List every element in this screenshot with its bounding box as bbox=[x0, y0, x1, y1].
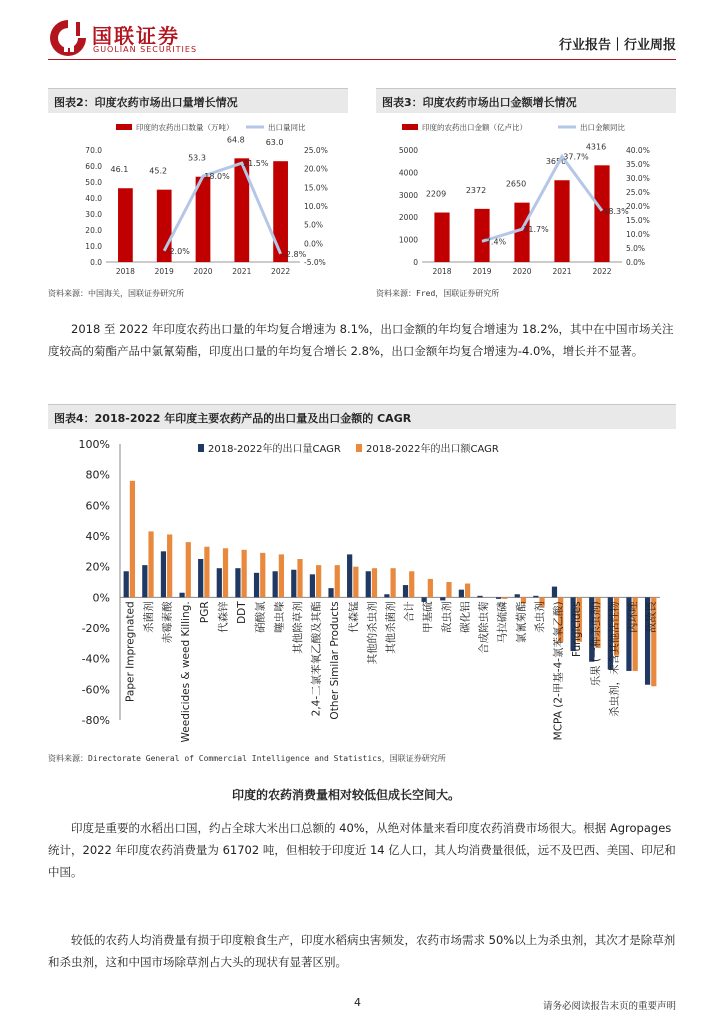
footer-disclaimer: 请务必阅读报告末页的重要声明 bbox=[542, 1001, 676, 1012]
fig2-x-tick: 2021 bbox=[232, 267, 252, 276]
fig4-bar-volume bbox=[477, 596, 482, 598]
fig4-bar-volume bbox=[403, 585, 408, 597]
fig4-bar-volume bbox=[273, 571, 278, 597]
fig2-x-tick: 2019 bbox=[154, 267, 174, 276]
fig4-x-tick: 2,4-二氯苯氧乙酸及其酯 bbox=[310, 601, 323, 717]
fig4-y-tick: -60% bbox=[81, 683, 110, 697]
fig2-line-label: 21.5% bbox=[243, 159, 269, 169]
fig3-line-label: 11.7% bbox=[523, 225, 549, 235]
fig4-bar-value bbox=[428, 579, 433, 597]
fig4-source: 资料来源：Directorate General of Commercial Intelligence and Statistics，国联证券研究所 bbox=[48, 754, 446, 763]
fig3-bar-label: 4316 bbox=[585, 142, 607, 152]
fig4-x-tick: 赤霉素酸 bbox=[161, 601, 174, 644]
fig4-x-tick: 杀虫剂，未含其他活性物 bbox=[608, 601, 621, 717]
fig3-y-right-tick: 5.0% bbox=[626, 244, 646, 253]
fig2-y-left-tick: 40.0 bbox=[85, 194, 102, 203]
fig4-bar-volume bbox=[179, 593, 184, 598]
fig2-y-left-tick: 10.0 bbox=[85, 242, 102, 251]
fig3-line-label: 37.7% bbox=[563, 152, 589, 162]
fig3-y-right-tick: 40.0% bbox=[626, 146, 650, 155]
fig4-legend-value-label: 2018-2022年的出口额CAGR bbox=[366, 444, 499, 455]
fig4-x-tick: 氯氰菊酯 bbox=[515, 601, 528, 644]
fig3-x-tick: 2022 bbox=[592, 267, 612, 276]
fig4-bar-volume bbox=[161, 551, 166, 597]
fig4-bar-volume bbox=[366, 571, 371, 597]
fig4-bar-value bbox=[130, 481, 135, 598]
fig4-chart bbox=[48, 430, 676, 748]
fig2-line-label: 18.0% bbox=[204, 172, 230, 182]
fig2-line-label: -2.8% bbox=[282, 249, 307, 259]
fig2-y-right-tick: 10.0% bbox=[304, 202, 328, 211]
fig4-title-bar bbox=[48, 404, 676, 429]
fig2-y-right-tick: -5.0% bbox=[304, 258, 326, 267]
fig3-bar bbox=[474, 209, 489, 262]
fig3-y-left-tick: 2000 bbox=[398, 213, 418, 223]
fig3-y-left-tick: 1000 bbox=[398, 235, 418, 245]
fig2-bar bbox=[196, 177, 211, 262]
fig4-x-tick: 代森锌 bbox=[217, 601, 230, 633]
fig4-y-tick: 60% bbox=[85, 499, 110, 513]
fig3-y-left-tick: 5000 bbox=[398, 146, 418, 155]
fig4-x-tick: DDT bbox=[236, 601, 249, 624]
fig2-legend-bar-swatch bbox=[116, 124, 132, 130]
fig2-chart bbox=[48, 114, 354, 286]
fig4-y-tick: -40% bbox=[81, 652, 110, 666]
fig4-x-tick: PGR bbox=[198, 601, 211, 624]
fig4-x-tick: 敌敌畏 bbox=[645, 601, 658, 633]
fig3-y-left-tick: 4000 bbox=[398, 168, 418, 178]
fig4-x-tick: Fungicides bbox=[571, 601, 584, 657]
fig2-bar-label: 53.3 bbox=[188, 153, 206, 163]
fig4-bar-volume bbox=[552, 587, 557, 598]
fig2-y-right-tick: 15.0% bbox=[304, 183, 328, 193]
fig2-y-right-tick: 20.0% bbox=[304, 164, 328, 174]
fig2-title: 图表2：印度农药市场出口量增长情况 bbox=[54, 96, 238, 109]
fig3-chart bbox=[372, 114, 676, 286]
fig2-y-right-tick: 5.0% bbox=[304, 220, 324, 230]
fig3-legend-bar-swatch bbox=[402, 124, 418, 130]
fig4-bar-volume bbox=[291, 570, 296, 598]
fig2-y-left-tick: 20.0 bbox=[85, 226, 102, 235]
fig2-bar-label: 64.8 bbox=[226, 135, 245, 145]
fig3-y-right-tick: 10.0% bbox=[626, 230, 650, 239]
header-divider bbox=[48, 59, 676, 60]
fig4-legend-value-swatch bbox=[356, 444, 362, 452]
fig2-y-right-tick: 25.0% bbox=[304, 146, 328, 155]
fig2-x-tick: 2022 bbox=[271, 267, 291, 276]
fig2-y-left-tick: 70.0 bbox=[85, 146, 102, 155]
fig4-bar-value bbox=[372, 568, 377, 597]
fig4-bar-volume bbox=[347, 554, 352, 597]
fig4-bar-volume bbox=[496, 597, 501, 599]
fig4-bar-volume bbox=[515, 594, 520, 597]
report-type: 行业报告｜行业周报 bbox=[558, 38, 676, 53]
fig3-source: 资料来源：Fred，国联证券研究所 bbox=[376, 289, 500, 298]
fig4-bar-value bbox=[186, 542, 191, 597]
fig4-x-tick: MCPA (2-甲基-4-氯苯氧乙酸) bbox=[552, 601, 565, 741]
fig2-legend-bar-label: 印度的农药出口数量（万吨） bbox=[136, 123, 234, 132]
fig4-x-tick: 其他杀菌剂 bbox=[385, 601, 397, 654]
fig3-bar bbox=[434, 213, 449, 262]
fig4-bar-volume bbox=[440, 597, 445, 600]
fig4-y-tick: -80% bbox=[81, 714, 110, 727]
fig4-y-tick: 100% bbox=[78, 438, 110, 451]
fig2-bar-label: 46.1 bbox=[110, 165, 129, 175]
fig3-y-right-tick: 20.0% bbox=[626, 202, 650, 211]
fig4-bar-volume bbox=[533, 596, 538, 598]
fig4-bar-value bbox=[204, 547, 209, 598]
fig4-x-tick: 杀菌剂 bbox=[142, 601, 155, 633]
fig3-x-tick: 2019 bbox=[472, 267, 492, 276]
fig4-bar-value bbox=[316, 565, 321, 597]
fig3-y-left-tick: 0 bbox=[413, 258, 418, 267]
fig2-legend-line-label: 出口量同比 bbox=[268, 123, 306, 132]
fig4-bar-volume bbox=[142, 565, 147, 597]
fig4-bar-volume bbox=[310, 574, 315, 597]
fig4-bar-value bbox=[335, 565, 340, 597]
fig4-bar-value bbox=[279, 554, 284, 597]
fig2-x-tick: 2018 bbox=[115, 267, 135, 276]
fig4-bar-value bbox=[167, 534, 172, 597]
fig2-x-tick: 2020 bbox=[193, 267, 213, 276]
fig4-bar-volume bbox=[328, 588, 333, 597]
fig4-bar-value bbox=[242, 550, 247, 598]
fig4-legend-volume-swatch bbox=[198, 444, 204, 452]
fig3-line-label: 7.4% bbox=[485, 237, 507, 247]
fig3-y-right-tick: 30.0% bbox=[626, 174, 650, 183]
fig3-x-tick: 2018 bbox=[432, 267, 452, 276]
fig4-bar-volume bbox=[422, 597, 427, 602]
fig4-title: 图表4：2018-2022 年印度主要农药产品的出口量及出口金额的 CAGR bbox=[54, 412, 412, 425]
logo-text-en: GUOLIAN SECURITIES bbox=[93, 45, 198, 54]
fig4-x-tick: 合计 bbox=[403, 601, 416, 623]
fig3-legend-line-label: 出口金额同比 bbox=[580, 123, 625, 132]
fig4-bar-volume bbox=[459, 590, 464, 598]
logo-text-cn: 国联证券 bbox=[92, 24, 180, 48]
fig4-y-tick: 0% bbox=[92, 591, 110, 605]
fig4-bar-value bbox=[353, 567, 358, 598]
fig2-bar bbox=[273, 161, 288, 262]
fig4-x-tick: 硝酸氯 bbox=[254, 601, 267, 633]
fig3-bar-label: 2650 bbox=[505, 179, 527, 189]
fig4-bar-value bbox=[148, 531, 153, 597]
fig4-bar-value bbox=[409, 571, 414, 597]
fig2-y-left-tick: 60.0 bbox=[85, 162, 102, 171]
fig4-x-tick: 甲基硫 bbox=[422, 601, 435, 633]
fig4-x-tick: Other Similar Products bbox=[329, 601, 342, 720]
fig4-bar-value bbox=[465, 584, 470, 598]
fig2-source: 资料来源：中国海关，国联证券研究所 bbox=[48, 289, 184, 298]
fig2-y-right-tick: 0.0% bbox=[304, 239, 324, 249]
fig3-bar bbox=[554, 180, 569, 262]
fig4-x-tick: 敌虫剂 bbox=[440, 601, 453, 633]
fig4-y-tick: 80% bbox=[85, 468, 110, 482]
paragraph-cagr-summary: 2018 至 2022 年印度农药出口量的年均复合增速为 8.1%，出口金额的年均复合增速为 18.2%，其中在中国市场关注度较高的菊酯产品中氯氰菊酯，印度出口量的年均复合增长 2.8%，出口金额年均复合增速为-4.0%，增长并不显著。 bbox=[48, 322, 674, 358]
fig4-bar-value bbox=[260, 553, 265, 597]
fig4-x-tick: 丙环唑 bbox=[627, 601, 640, 633]
fig3-x-tick: 2020 bbox=[512, 267, 532, 276]
fig4-x-tick: 合成除虫菊 bbox=[478, 601, 491, 654]
fig4-x-tick: 乐果 (一种杀虫剂) bbox=[589, 601, 602, 687]
fig3-bar-label: 2209 bbox=[425, 189, 447, 199]
fig2-y-left-tick: 0.0 bbox=[90, 258, 102, 267]
fig4-bar-value bbox=[391, 568, 396, 597]
fig2-bar-label: 45.2 bbox=[149, 166, 168, 176]
fig3-x-tick: 2021 bbox=[552, 267, 572, 276]
fig3-legend-bar-label: 印度的农药出口金额（亿卢比） bbox=[422, 123, 527, 132]
fig3-bar-label: 2372 bbox=[465, 185, 487, 195]
page-number: 4 bbox=[354, 996, 361, 1009]
fig4-y-tick: -20% bbox=[81, 622, 110, 635]
fig3-bar-label: 3650 bbox=[545, 157, 567, 167]
fig4-y-tick: 40% bbox=[85, 530, 110, 543]
fig3-title: 图表3：印度农药市场出口金额增长情况 bbox=[382, 96, 577, 109]
fig2-bar bbox=[118, 188, 133, 262]
logo-icon bbox=[48, 18, 88, 58]
fig3-title-bar bbox=[376, 88, 676, 113]
fig4-bar-volume bbox=[198, 559, 203, 597]
fig3-line-label: 18.3% bbox=[603, 206, 629, 216]
fig4-bar-volume bbox=[384, 594, 389, 597]
fig4-x-tick: 其他的杀虫剂 bbox=[366, 601, 379, 665]
fig4-bar-volume bbox=[217, 568, 222, 597]
fig4-x-tick: 马拉硫磷 bbox=[496, 601, 509, 644]
fig4-x-tick: 代森锰 bbox=[347, 601, 360, 633]
fig2-title-bar bbox=[48, 88, 348, 113]
fig4-bar-volume bbox=[124, 571, 129, 597]
section-heading: 印度的农药消费量相对较低但成长空间大。 bbox=[232, 788, 461, 802]
paragraph-insecticide: 较低的农药人均消费量有损于印度粮食生产，印度水稻病虫害频发，农药市场需求 50%以上为杀虫剂，其次才是除草剂和杀虫剂，这和中国市场除草剂占大头的现状有显著区别。 bbox=[48, 933, 676, 969]
paragraph-consumption: 印度是重要的水稻出口国，约占全球大米出口总额的 40%，从绝对体量来看印度农药消费市场很大。根据 Agropages 统计，2022 年印度农药消费量为 61702 吨，但相较于印度近 14 亿人口，其人均消费量很低，远不及巴西、美国、印尼和中国。 bbox=[48, 821, 676, 879]
fig4-x-tick: Weedicides & weed Killing. bbox=[180, 601, 193, 743]
fig4-x-tick: Paper Impregnated bbox=[124, 601, 137, 702]
fig3-y-right-tick: 0.0% bbox=[626, 258, 646, 267]
fig3-y-left-tick: 3000 bbox=[398, 190, 418, 200]
fig4-x-tick: 其他除草剂 bbox=[291, 601, 304, 654]
fig4-x-tick: 杀虫剂 bbox=[533, 601, 546, 633]
fig4-bar-volume bbox=[235, 568, 240, 597]
fig4-x-tick: 噻虫嗪 bbox=[273, 601, 286, 633]
fig3-y-right-tick: 15.0% bbox=[626, 216, 650, 225]
company-logo bbox=[48, 18, 248, 58]
fig3-y-right-tick: 35.0% bbox=[626, 160, 650, 169]
fig2-y-left-tick: 50.0 bbox=[85, 178, 102, 187]
fig4-y-tick: 20% bbox=[85, 560, 110, 574]
fig4-bar-value bbox=[223, 548, 228, 597]
fig4-x-tick: 碳化铝 bbox=[459, 601, 472, 633]
fig2-y-left-tick: 30.0 bbox=[85, 210, 102, 219]
fig4-bar-value bbox=[297, 559, 302, 597]
fig4-bar-value bbox=[446, 582, 451, 597]
fig2-line-label: -2.0% bbox=[166, 246, 190, 256]
fig4-bar-value bbox=[502, 597, 507, 599]
fig2-bar-label: 63.0 bbox=[265, 138, 284, 148]
fig3-y-right-tick: 25.0% bbox=[626, 188, 650, 197]
fig4-legend-volume-label: 2018-2022年的出口量CAGR bbox=[208, 444, 341, 455]
fig4-bar-volume bbox=[254, 573, 259, 598]
